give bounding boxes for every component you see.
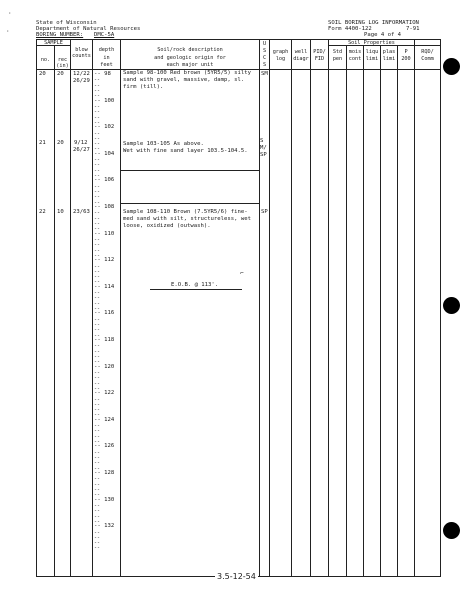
- depth-tick: --: [94, 252, 101, 259]
- sample-21-blows-2: 26/27: [73, 147, 90, 153]
- depth-label: -- 100: [94, 97, 115, 104]
- depth-tick: --: [94, 135, 101, 142]
- sample-22-desc-1: Sample 108-110 Brown (7.5YR5/6) fine-: [123, 209, 248, 215]
- depth-label: -- 120: [94, 363, 115, 370]
- margin-speck: ·: [6, 28, 10, 35]
- depth-tick: --: [94, 476, 101, 483]
- binder-hole-top: [443, 58, 460, 75]
- depth-tick: --: [94, 375, 101, 382]
- page-number: Page 4 of 4: [364, 32, 402, 38]
- depth-tick: --: [94, 87, 101, 94]
- boring-number-label: BORING NUMBER:: [36, 32, 84, 38]
- col-liqu-1: liqu: [365, 49, 379, 55]
- depth-tick: --: [94, 146, 101, 153]
- depth-tick: --: [94, 316, 101, 323]
- depth-tick: --: [94, 157, 101, 164]
- col-uscs-1: U: [262, 41, 267, 47]
- col-rec-2: (in): [56, 63, 69, 69]
- sample-20-no: 20: [39, 71, 46, 77]
- boring-number: DMC-5A: [94, 32, 115, 38]
- depth-tick: --: [94, 449, 101, 456]
- depth-tick: --: [94, 513, 101, 520]
- agency-line-2: Department of Natural Resources: [36, 26, 141, 32]
- sample-21-blows-1: 9/12: [74, 140, 88, 146]
- depth-tick: --: [94, 465, 101, 472]
- depth-tick: --: [94, 215, 101, 222]
- depth-tick: --: [94, 268, 101, 275]
- sample-22-uscs: SP: [261, 209, 268, 215]
- depth-tick: --: [94, 141, 101, 148]
- col-rec-1: rec: [57, 57, 68, 63]
- col-blow-2: counts: [72, 53, 91, 59]
- depth-tick: --: [94, 162, 101, 169]
- depth-tick: --: [94, 306, 101, 313]
- sample-21-desc-2: Wet with fine sand layer 103.5-104.5.: [123, 148, 248, 154]
- depth-label: -- 112: [94, 257, 115, 264]
- depth-tick: --: [94, 380, 101, 387]
- depth-tick: --: [94, 348, 101, 355]
- sample-22-no: 22: [39, 209, 46, 215]
- sample-20-uscs: SM: [261, 71, 268, 77]
- sample-21-uscs: SM/ SP: [260, 138, 267, 158]
- col-plas-1: plas: [382, 49, 396, 55]
- col-well-1: well: [294, 49, 308, 55]
- depth-tick: --: [94, 502, 101, 509]
- sample-header: SAMPLE: [44, 40, 63, 46]
- depth-tick: --: [94, 173, 101, 180]
- depth-tick: --: [94, 407, 101, 414]
- depth-tick: --: [94, 290, 101, 297]
- depth-tick: --: [94, 508, 101, 515]
- sample-22-desc-3: loose, oxidized (outwash).: [123, 223, 211, 229]
- col-well-2: diagr: [293, 56, 309, 62]
- depth-tick: --: [94, 327, 101, 334]
- col-depth-2: in: [103, 55, 110, 61]
- col-plas-2: limi: [382, 56, 396, 62]
- col-desc-3: each major unit: [166, 62, 214, 68]
- depth-tick: --: [94, 263, 101, 270]
- col-depth-3: feet: [100, 62, 113, 68]
- binder-hole-bottom: [443, 522, 460, 539]
- margin-speck: ·: [8, 10, 12, 17]
- depth-tick: --: [94, 460, 101, 467]
- depth-label: -- 118: [94, 337, 115, 343]
- depth-tick: --: [94, 194, 101, 201]
- form-number: Form 4400-122: [328, 26, 372, 32]
- col-std-2: pen: [332, 56, 343, 62]
- col-rqd-1: RQD/: [421, 49, 434, 55]
- depth-label: -- 114: [94, 283, 115, 290]
- depth-tick: --: [94, 486, 101, 493]
- col-desc-1: Soil/rock description: [157, 47, 223, 53]
- depth-tick: --: [94, 529, 101, 536]
- depth-tick: --: [94, 428, 101, 435]
- depth-tick: --: [94, 423, 101, 430]
- form-title: SOIL BORING LOG INFORMATION: [328, 20, 419, 26]
- depth-tick: --: [94, 401, 101, 408]
- sample-20-desc-3: firm (till).: [123, 84, 164, 90]
- col-graph-2: log: [275, 56, 286, 62]
- depth-tick: --: [94, 396, 101, 403]
- sample-20-rec: 20: [57, 71, 64, 77]
- sample-20-blows-1: 12/22: [73, 71, 90, 77]
- depth-tick: --: [94, 343, 101, 350]
- depth-tick: --: [94, 545, 101, 552]
- depth-label: -- 132: [94, 523, 115, 530]
- depth-label: -- 130: [94, 496, 115, 503]
- depth-tick: --: [94, 242, 101, 249]
- depth-tick: --: [94, 130, 101, 137]
- agency-line-1: State of Wisconsin: [36, 20, 97, 26]
- depth-label: -- 98: [94, 71, 111, 77]
- binder-hole-middle: [443, 297, 460, 314]
- col-liqu-2: limi: [365, 56, 379, 62]
- sample-22-desc-2: med sand with silt, structureless, wet: [123, 216, 251, 222]
- depth-tick: --: [94, 167, 101, 174]
- col-p200-1: P: [404, 49, 408, 55]
- depth-label: -- 126: [94, 443, 115, 450]
- depth-tick: --: [94, 332, 101, 339]
- col-std-1: Std: [332, 49, 343, 55]
- depth-label: -- 116: [94, 310, 115, 317]
- depth-tick: --: [94, 412, 101, 419]
- depth-tick: --: [94, 183, 101, 190]
- sample-20-desc-1: Sample 98-100 Red brown (5YR5/5) silty: [123, 70, 251, 76]
- depth-tick: --: [94, 439, 101, 446]
- depth-tick: --: [94, 295, 101, 302]
- depth-label: -- 102: [94, 124, 115, 131]
- col-pid-1: PID/: [313, 49, 326, 55]
- sample-21-desc-1: Sample 103-105 As above.: [123, 141, 204, 147]
- depth-tick: --: [94, 189, 101, 196]
- depth-tick: --: [94, 109, 101, 116]
- col-uscs-3: C: [262, 55, 267, 61]
- end-of-boring-line: [150, 289, 242, 290]
- col-blow-1: blow: [75, 47, 88, 53]
- col-desc-2: and geologic origin for: [154, 55, 226, 61]
- col-pid-2: FID: [314, 56, 325, 62]
- depth-tick: --: [94, 300, 101, 307]
- depth-tick: --: [94, 322, 101, 329]
- depth-tick: --: [94, 518, 101, 525]
- col-mois-1: mois: [348, 49, 362, 55]
- depth-tick: --: [94, 93, 101, 100]
- depth-tick: --: [94, 274, 101, 281]
- sample-21-no: 21: [39, 140, 46, 146]
- depth-tick: --: [94, 492, 101, 499]
- form-date: 7-91: [406, 26, 420, 32]
- depth-tick: --: [94, 82, 101, 89]
- depth-label: -- 104: [94, 150, 115, 157]
- col-rqd-2: Comm: [421, 56, 434, 62]
- depth-tick: --: [94, 114, 101, 121]
- sample-22-blows-1: 23/63: [73, 209, 90, 215]
- sample-22-rec: 10: [57, 209, 64, 215]
- depth-tick: --: [94, 226, 101, 233]
- col-graph-1: graph: [272, 49, 289, 55]
- col-p200-2: 200: [401, 56, 411, 62]
- depth-tick: --: [94, 236, 101, 243]
- depth-tick: --: [94, 210, 101, 217]
- depth-tick: --: [94, 247, 101, 254]
- depth-tick: --: [94, 199, 101, 206]
- col-depth-1: depth: [98, 47, 115, 53]
- depth-tick: --: [94, 433, 101, 440]
- depth-tick: --: [94, 119, 101, 126]
- depth-tick: --: [94, 534, 101, 541]
- depth-label: -- 124: [94, 416, 115, 423]
- depth-label: -- 122: [94, 390, 115, 397]
- sample-20-blows-2: 26/29: [73, 78, 90, 84]
- sample-20-desc-2: sand with gravel, massive, damp, sl.: [123, 77, 245, 83]
- col-mois-2: cont: [348, 56, 362, 62]
- depth-tick: --: [94, 540, 101, 547]
- depth-tick: --: [94, 279, 101, 286]
- depth-tick: --: [94, 369, 101, 376]
- col-uscs-2: S: [262, 48, 267, 54]
- pen-mark: ⌐: [240, 270, 244, 277]
- depth-tick: --: [94, 455, 101, 462]
- depth-tick: --: [94, 103, 101, 110]
- end-of-boring: E.O.B. @ 113'.: [171, 282, 219, 288]
- depth-label: -- 128: [94, 470, 115, 476]
- depth-tick: --: [94, 353, 101, 360]
- depth-label: -- 108: [94, 204, 115, 210]
- depth-tick: --: [94, 359, 101, 366]
- depth-label: -- 106: [94, 177, 115, 184]
- col-uscs-4: S: [262, 62, 267, 68]
- depth-tick: --: [94, 385, 101, 392]
- depth-tick: --: [94, 220, 101, 227]
- col-no: no.: [40, 57, 51, 63]
- soil-properties-header: Soil Properties: [348, 40, 395, 46]
- depth-tick: --: [94, 481, 101, 488]
- depth-tick: --: [94, 77, 101, 84]
- depth-label: -- 110: [94, 230, 115, 237]
- footer-number: 3.5-12-54: [217, 572, 256, 581]
- sample-21-rec: 20: [57, 140, 64, 146]
